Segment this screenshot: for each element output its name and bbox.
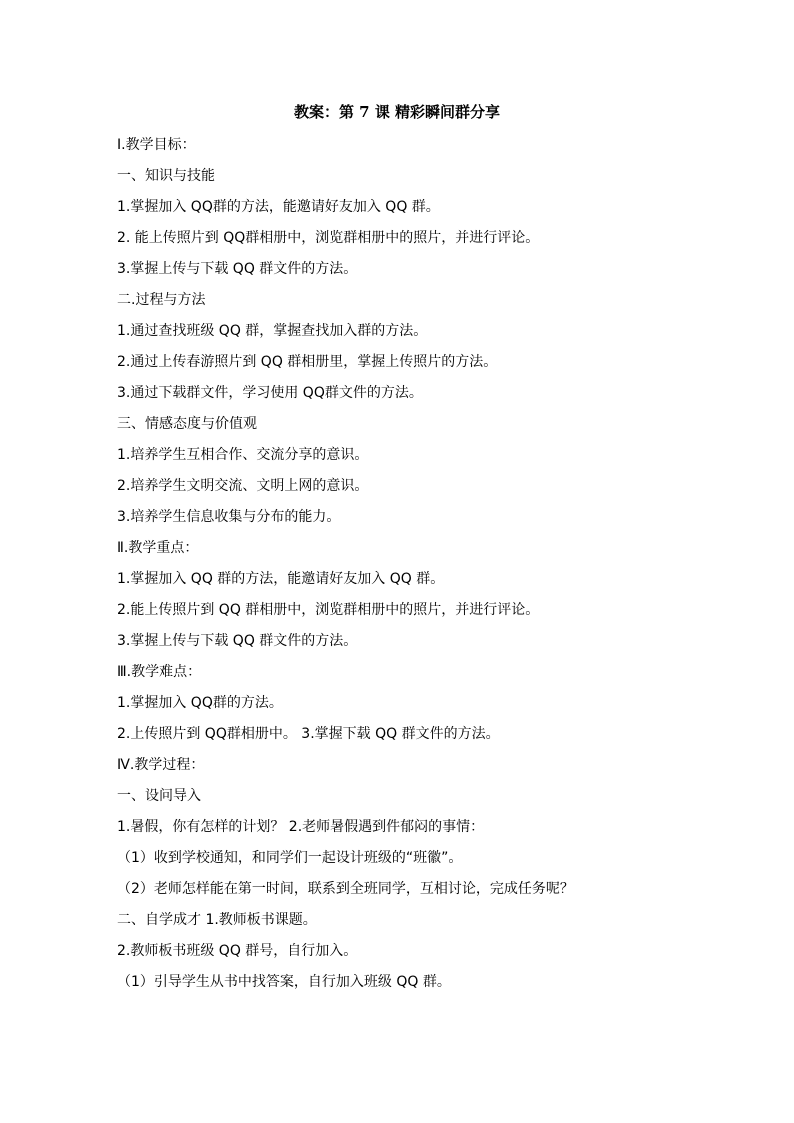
subsection-heading: 三、情感态度与价值观 — [117, 416, 257, 432]
paragraph-line: 3.掌握上传与下载 QQ 群文件的方法。 — [117, 633, 358, 649]
paragraph-line: 1.暑假，你有怎样的计划？ 2.老师暑假遇到件郁闷的事情： — [117, 819, 485, 835]
section-heading: Ⅱ.教学重点： — [117, 540, 199, 556]
paragraph-line: 2.通过上传春游照片到 QQ 群相册里，掌握上传照片的方法。 — [117, 354, 498, 370]
paragraph-line: 1.掌握加入 QQ群的方法。 — [117, 695, 283, 711]
paragraph-line: （1）收到学校通知，和同学们一起设计班级的“班徽”。 — [117, 850, 463, 866]
paragraph-line: 2.能上传照片到 QQ 群相册中，浏览群相册中的照片，并进行评论。 — [117, 602, 540, 618]
subsection-heading: 一、知识与技能 — [117, 168, 215, 184]
document-title: 教案：第 7 课 精彩瞬间群分享 — [293, 103, 501, 121]
paragraph-line: 3.培养学生信息收集与分布的能力。 — [117, 509, 341, 525]
section-heading: Ⅳ.教学过程： — [117, 757, 205, 773]
paragraph-line: （1）引导学生从书中找答案，自行加入班级 QQ 群。 — [117, 974, 451, 990]
paragraph-line: 1.通过查找班级 QQ 群，掌握查找加入群的方法。 — [117, 323, 428, 339]
paragraph-line: 2.培养学生文明交流、文明上网的意识。 — [117, 478, 369, 494]
subsection-heading: 二、自学成才 1.教师板书课题。 — [117, 912, 317, 928]
subsection-heading: 一、设问导入 — [117, 788, 201, 804]
subsection-heading: 二.过程与方法 — [117, 292, 206, 308]
section-heading: Ⅲ.教学难点： — [117, 664, 202, 680]
paragraph-line: 1.掌握加入 QQ 群的方法，能邀请好友加入 QQ 群。 — [117, 571, 445, 587]
paragraph-line: 1.掌握加入 QQ群的方法，能邀请好友加入 QQ 群。 — [117, 199, 440, 215]
paragraph-line: 3.通过下载群文件，学习使用 QQ群文件的方法。 — [117, 385, 423, 401]
document-body — [117, 130, 677, 998]
section-heading: Ⅰ.教学目标： — [117, 137, 196, 153]
paragraph-line: 2.教师板书班级 QQ 群号，自行加入。 — [117, 943, 358, 959]
paragraph-line: 1.培养学生互相合作、交流分享的意识。 — [117, 447, 369, 463]
paragraph-line: （2）老师怎样能在第一时间，联系到全班同学，互相讨论，完成任务呢？ — [117, 881, 574, 897]
paragraph-line: 2. 能上传照片到 QQ群相册中，浏览群相册中的照片，并进行评论。 — [117, 230, 540, 246]
paragraph-line: 3.掌握上传与下载 QQ 群文件的方法。 — [117, 261, 358, 277]
paragraph-line: 2.上传照片到 QQ群相册中。 3.掌握下载 QQ 群文件的方法。 — [117, 726, 500, 742]
